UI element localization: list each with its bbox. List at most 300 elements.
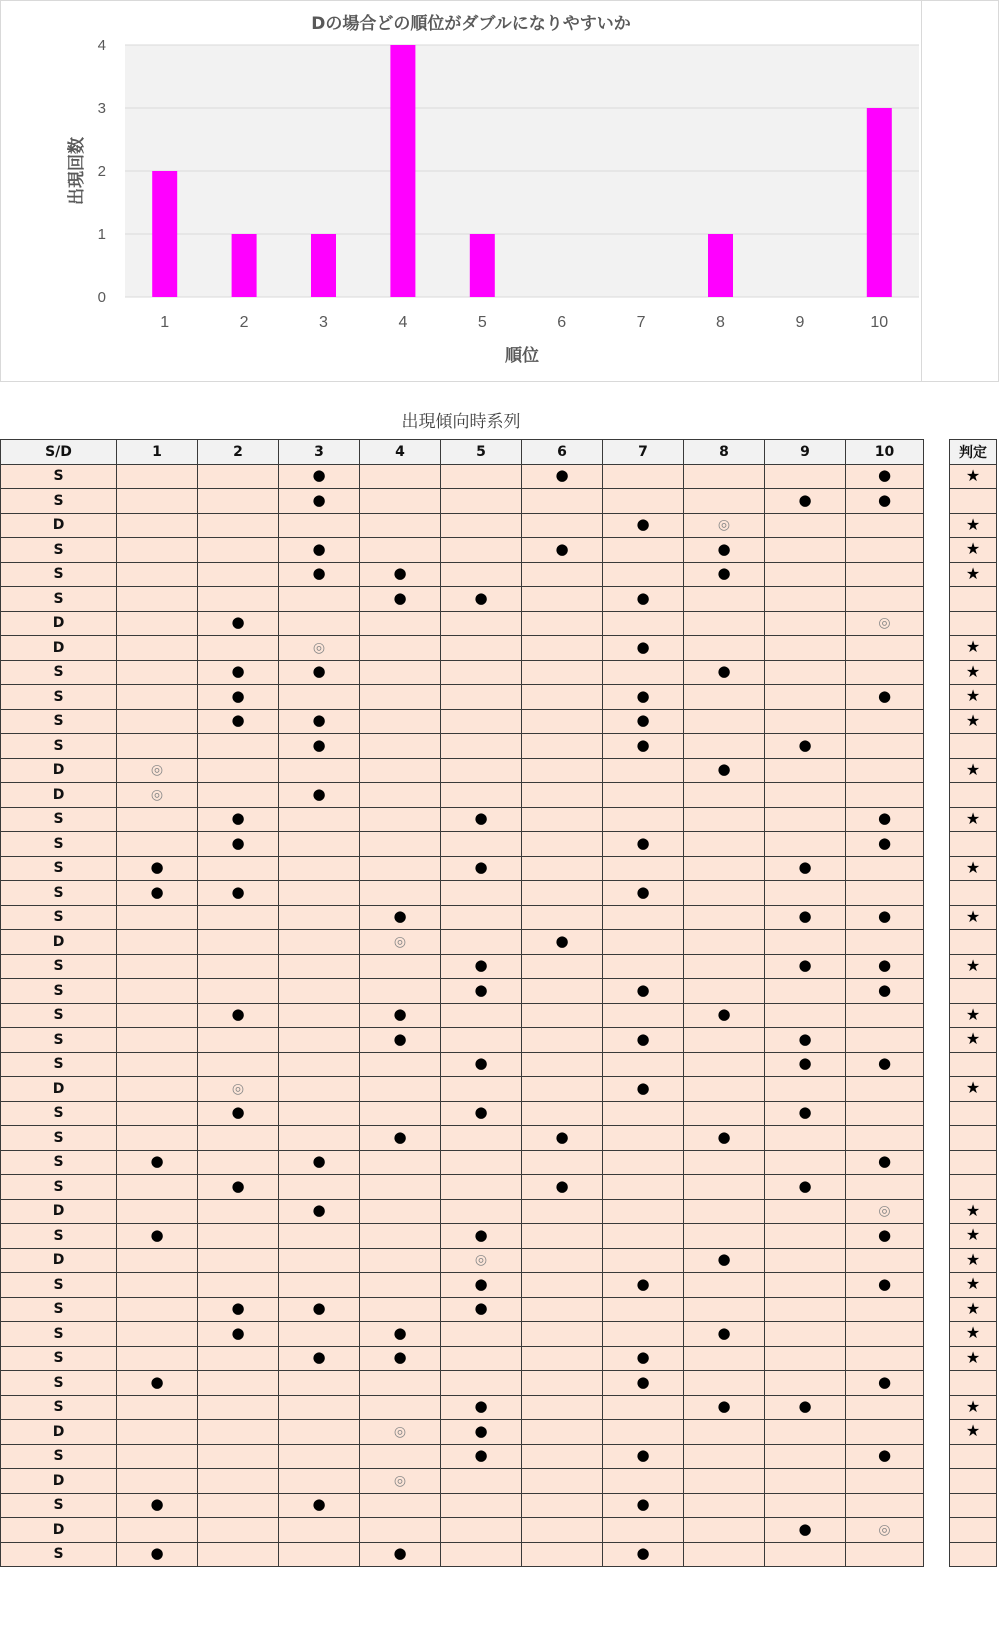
rank-cell <box>846 1150 924 1175</box>
dot-mark: ● <box>877 466 892 485</box>
rank-cell <box>441 1077 522 1102</box>
sd-cell: S <box>1 709 117 734</box>
judge-cell <box>950 1322 997 1347</box>
judge-row <box>950 1028 997 1053</box>
rank-cell <box>603 1175 684 1200</box>
rank-cell <box>684 562 765 587</box>
rank-cell <box>522 783 603 808</box>
rank-cell <box>603 1444 684 1469</box>
rank-cell <box>117 758 198 783</box>
rank-cell <box>441 1542 522 1567</box>
rank-cell <box>522 807 603 832</box>
rank-cell <box>522 832 603 857</box>
rank-cell <box>198 489 279 514</box>
judge-row <box>950 930 997 955</box>
rank-cell <box>279 1493 360 1518</box>
table-row <box>1 1248 924 1273</box>
rank-cell <box>684 807 765 832</box>
judge-cell <box>950 1003 997 1028</box>
rank-cell <box>603 489 684 514</box>
rank-cell <box>117 979 198 1004</box>
dot-mark: ● <box>231 1176 245 1195</box>
rank-cell <box>198 538 279 563</box>
x-tick-label: 10 <box>870 314 889 331</box>
rank-cell <box>279 538 360 563</box>
rank-cell <box>441 1224 522 1249</box>
rank-cell <box>441 611 522 636</box>
judge-cell <box>950 1248 997 1273</box>
judge-cell <box>950 1126 997 1151</box>
rank-cell <box>522 1150 603 1175</box>
rank-cell <box>603 881 684 906</box>
dot-mark: ● <box>798 490 812 509</box>
dot-mark: ● <box>636 1446 650 1465</box>
rank-cell <box>522 513 603 538</box>
dot-mark: ● <box>150 858 164 877</box>
rank-cell <box>846 1126 924 1151</box>
rank-cell <box>765 1077 846 1102</box>
star-mark: ★ <box>965 1029 981 1049</box>
rank-cell <box>765 1346 846 1371</box>
star-mark: ★ <box>965 955 981 975</box>
rank-cell <box>846 1248 924 1273</box>
star-mark: ★ <box>965 1396 981 1416</box>
dot-mark: ● <box>231 711 245 730</box>
dot-mark: ● <box>312 564 326 583</box>
sd-cell: S <box>1 587 117 612</box>
rank-cell <box>441 636 522 661</box>
table-row <box>1 1077 924 1102</box>
rank-cell <box>360 734 441 759</box>
rank-cell <box>360 660 441 685</box>
rank-cell <box>846 807 924 832</box>
double-mark: ◎ <box>312 639 326 656</box>
rank-cell <box>684 954 765 979</box>
rank-cell <box>765 1199 846 1224</box>
rank-cell <box>279 587 360 612</box>
rank-cell <box>198 562 279 587</box>
rank-cell <box>117 489 198 514</box>
dot-mark: ● <box>150 1495 164 1514</box>
rank-cell <box>441 1175 522 1200</box>
rank-cell <box>441 513 522 538</box>
rank-cell <box>684 1420 765 1445</box>
judge-row <box>950 464 997 489</box>
rank-cell <box>522 856 603 881</box>
rank-cell <box>846 1003 924 1028</box>
dot-mark: ● <box>636 515 650 534</box>
rank-cell <box>198 783 279 808</box>
table-row <box>1 562 924 587</box>
dot-mark: ● <box>798 735 812 754</box>
star-mark: ★ <box>965 1298 981 1318</box>
rank-cell <box>765 979 846 1004</box>
star-mark: ★ <box>965 1249 981 1269</box>
x-tick-label: 4 <box>398 314 408 331</box>
chart-frame-edge <box>922 0 999 382</box>
rank-cell <box>846 685 924 710</box>
star-mark: ★ <box>965 857 981 877</box>
rank-cell <box>360 611 441 636</box>
judge-cell <box>950 1028 997 1053</box>
table-row <box>1 1420 924 1445</box>
rank-cell <box>198 1395 279 1420</box>
sd-cell: S <box>1 1371 117 1396</box>
rank-cell <box>603 905 684 930</box>
rank-cell <box>117 930 198 955</box>
rank-cell <box>279 1126 360 1151</box>
star-mark: ★ <box>965 1200 981 1220</box>
dot-mark: ● <box>312 1495 326 1514</box>
star-mark: ★ <box>965 906 981 926</box>
rank-cell <box>684 1003 765 1028</box>
judge-row <box>950 587 997 612</box>
judge-table <box>949 439 997 1567</box>
rank-cell <box>846 1469 924 1494</box>
rank-cell <box>360 1420 441 1445</box>
rank-cell <box>765 513 846 538</box>
rank-cell <box>522 905 603 930</box>
dot-mark: ● <box>798 1054 812 1073</box>
rank-cell <box>603 660 684 685</box>
sd-cell: S <box>1 562 117 587</box>
dot-mark: ● <box>877 686 892 705</box>
sd-cell: D <box>1 1077 117 1102</box>
sd-cell: S <box>1 954 117 979</box>
dot-mark: ● <box>555 466 569 485</box>
sd-cell: D <box>1 1518 117 1543</box>
rank-cell <box>198 979 279 1004</box>
rank-cell <box>198 1175 279 1200</box>
rank-cell <box>522 1420 603 1445</box>
dot-mark: ● <box>474 956 488 975</box>
rank-cell <box>117 1150 198 1175</box>
rank-cell <box>360 1224 441 1249</box>
rank-cell <box>603 1077 684 1102</box>
dot-mark: ● <box>312 539 326 558</box>
rank-cell <box>522 611 603 636</box>
rank-cell <box>117 905 198 930</box>
y-tick-label: 2 <box>97 163 106 180</box>
rank-cell <box>279 464 360 489</box>
dot-mark: ● <box>231 1299 245 1318</box>
rank-cell <box>198 1469 279 1494</box>
rank-cell <box>765 856 846 881</box>
judge-row <box>950 1273 997 1298</box>
rank-cell <box>846 1518 924 1543</box>
rank-cell <box>117 1224 198 1249</box>
rank-cell <box>522 1126 603 1151</box>
dot-mark: ● <box>393 588 407 607</box>
table-row <box>1 881 924 906</box>
rank-cell <box>522 1248 603 1273</box>
rank-cell <box>522 734 603 759</box>
dot-mark: ● <box>636 833 650 852</box>
table-row <box>1 734 924 759</box>
y-tick-label: 4 <box>97 37 106 54</box>
rank-cell <box>279 562 360 587</box>
judge-row <box>950 1297 997 1322</box>
rank-cell <box>279 905 360 930</box>
rank-cell <box>522 930 603 955</box>
star-mark: ★ <box>965 661 981 681</box>
rank-cell <box>279 758 360 783</box>
rank-cell <box>360 930 441 955</box>
rank-cell <box>603 1493 684 1518</box>
rank-cell <box>684 1248 765 1273</box>
rank-cell <box>603 1199 684 1224</box>
rank-cell <box>522 1052 603 1077</box>
rank-cell <box>117 783 198 808</box>
rank-cell <box>765 881 846 906</box>
dot-mark: ● <box>474 1054 488 1073</box>
rank-cell <box>441 464 522 489</box>
rank-cell <box>441 1028 522 1053</box>
star-mark: ★ <box>965 1347 981 1367</box>
rank-cell <box>279 1322 360 1347</box>
rank-cell <box>603 538 684 563</box>
dot-mark: ● <box>393 907 407 926</box>
table-row <box>1 538 924 563</box>
rank-cell <box>279 1175 360 1200</box>
dot-mark: ● <box>636 735 650 754</box>
sd-cell: D <box>1 783 117 808</box>
rank-cell <box>603 1150 684 1175</box>
rank-cell <box>360 954 441 979</box>
rank-cell <box>846 783 924 808</box>
y-axis-label: 出現回数 <box>67 137 87 205</box>
rank-cell <box>684 832 765 857</box>
dot-mark: ● <box>231 1323 245 1342</box>
table-row <box>1 832 924 857</box>
judge-cell <box>950 1346 997 1371</box>
judge-row <box>950 1395 997 1420</box>
rank-cell <box>117 1395 198 1420</box>
star-mark: ★ <box>965 1323 981 1343</box>
judge-row <box>950 1199 997 1224</box>
rank-cell <box>846 489 924 514</box>
y-tick-label: 1 <box>97 226 106 243</box>
sd-cell: S <box>1 734 117 759</box>
rank-cell <box>765 905 846 930</box>
rank-cell <box>846 1199 924 1224</box>
rank-cell <box>846 1542 924 1567</box>
rank-cell <box>441 979 522 1004</box>
table-row <box>1 1126 924 1151</box>
rank-cell <box>279 1273 360 1298</box>
rank-cell <box>522 636 603 661</box>
table-row <box>1 954 924 979</box>
rank-cell <box>765 1420 846 1445</box>
judge-cell <box>950 611 997 636</box>
dot-mark: ● <box>877 1446 892 1465</box>
star-mark: ★ <box>965 563 981 583</box>
rank-cell <box>846 538 924 563</box>
dot-mark: ● <box>798 1397 812 1416</box>
rank-cell <box>360 538 441 563</box>
rank-cell <box>117 1444 198 1469</box>
dot-mark: ● <box>150 1225 164 1244</box>
double-mark: ◎ <box>878 615 891 632</box>
double-mark: ◎ <box>150 762 164 779</box>
table-row <box>1 660 924 685</box>
rank-cell <box>684 538 765 563</box>
judge-cell <box>950 1371 997 1396</box>
judge-row <box>950 979 997 1004</box>
rank-cell <box>765 538 846 563</box>
rank-cell <box>441 660 522 685</box>
rank-cell <box>846 1346 924 1371</box>
rank-cell <box>684 464 765 489</box>
rank-cell <box>360 1101 441 1126</box>
judge-cell <box>950 930 997 955</box>
rank-cell <box>279 709 360 734</box>
judge-cell <box>950 905 997 930</box>
x-tick-label: 5 <box>477 314 487 331</box>
rank-cell <box>441 1469 522 1494</box>
rank-cell <box>846 1322 924 1347</box>
rank-cell <box>117 685 198 710</box>
header-rank-5: 5 <box>441 440 522 465</box>
header-rank-7: 7 <box>603 440 684 465</box>
sd-cell: S <box>1 1297 117 1322</box>
star-mark: ★ <box>965 686 981 706</box>
judge-cell <box>950 1101 997 1126</box>
rank-cell <box>441 832 522 857</box>
dot-mark: ● <box>877 809 892 828</box>
rank-cell <box>522 979 603 1004</box>
star-mark: ★ <box>965 539 981 559</box>
judge-cell <box>950 1493 997 1518</box>
judge-cell <box>950 1077 997 1102</box>
rank-cell <box>117 709 198 734</box>
judge-cell <box>950 979 997 1004</box>
dot-mark: ● <box>312 1152 326 1171</box>
dot-mark: ● <box>877 1152 892 1171</box>
rank-cell <box>441 807 522 832</box>
judge-row <box>950 832 997 857</box>
rank-cell <box>360 636 441 661</box>
rank-cell <box>684 1028 765 1053</box>
rank-cell <box>117 807 198 832</box>
rank-cell <box>117 1518 198 1543</box>
rank-cell <box>198 1273 279 1298</box>
dot-mark: ● <box>636 1348 650 1367</box>
dot-mark: ● <box>474 809 488 828</box>
dot-mark: ● <box>231 1005 245 1024</box>
rank-cell <box>603 1322 684 1347</box>
bar-2 <box>232 234 257 297</box>
table-row <box>1 930 924 955</box>
star-mark: ★ <box>965 1421 981 1441</box>
sd-cell: S <box>1 905 117 930</box>
table-row <box>1 1199 924 1224</box>
rank-cell <box>684 1395 765 1420</box>
dot-mark: ● <box>231 1103 245 1122</box>
rank-cell <box>603 807 684 832</box>
table-row <box>1 979 924 1004</box>
rank-cell <box>198 1346 279 1371</box>
rank-cell <box>765 1150 846 1175</box>
judge-cell <box>950 538 997 563</box>
rank-cell <box>117 1346 198 1371</box>
rank-cell <box>198 1248 279 1273</box>
rank-cell <box>603 636 684 661</box>
rank-cell <box>117 832 198 857</box>
judge-cell <box>950 1150 997 1175</box>
table-row <box>1 1346 924 1371</box>
rank-cell <box>198 1444 279 1469</box>
rank-cell <box>360 807 441 832</box>
dot-mark: ● <box>555 931 569 950</box>
rank-cell <box>684 1542 765 1567</box>
rank-cell <box>846 636 924 661</box>
dot-mark: ● <box>393 1029 407 1048</box>
rank-cell <box>522 685 603 710</box>
judge-cell <box>950 954 997 979</box>
rank-cell <box>603 513 684 538</box>
rank-cell <box>846 905 924 930</box>
rank-cell <box>603 1542 684 1567</box>
rank-cell <box>441 1248 522 1273</box>
rank-cell <box>522 1028 603 1053</box>
table-row <box>1 1224 924 1249</box>
x-tick-label: 3 <box>319 314 328 331</box>
rank-cell <box>360 783 441 808</box>
rank-cell <box>765 1224 846 1249</box>
rank-cell <box>279 783 360 808</box>
rank-cell <box>684 1199 765 1224</box>
dot-mark: ● <box>636 686 650 705</box>
chart-title: Dの場合どの順位がダブルになりやすいか <box>311 14 631 34</box>
rank-cell <box>117 611 198 636</box>
rank-cell <box>279 1199 360 1224</box>
dot-mark: ● <box>312 784 326 803</box>
dot-mark: ● <box>312 1201 326 1220</box>
rank-cell <box>279 1248 360 1273</box>
x-tick-label: 9 <box>795 314 805 331</box>
rank-cell <box>117 660 198 685</box>
rank-cell <box>765 1126 846 1151</box>
judge-row <box>950 1150 997 1175</box>
sd-cell: S <box>1 1346 117 1371</box>
table-row <box>1 1028 924 1053</box>
table-row <box>1 636 924 661</box>
judge-row <box>950 1542 997 1567</box>
dot-mark: ● <box>717 564 731 583</box>
rank-cell <box>117 538 198 563</box>
rank-cell <box>441 685 522 710</box>
rank-cell <box>279 979 360 1004</box>
rank-cell <box>279 1420 360 1445</box>
judge-cell <box>950 1395 997 1420</box>
rank-cell <box>198 1224 279 1249</box>
rank-cell <box>684 1518 765 1543</box>
judge-row <box>950 611 997 636</box>
judge-cell <box>950 758 997 783</box>
bar-5 <box>470 234 495 297</box>
dot-mark: ● <box>393 564 407 583</box>
rank-cell <box>198 1101 279 1126</box>
rank-cell <box>360 1052 441 1077</box>
rank-cell <box>603 709 684 734</box>
rank-cell <box>279 1224 360 1249</box>
rank-cell <box>603 979 684 1004</box>
rank-cell <box>522 1322 603 1347</box>
judge-header: 判定 <box>950 440 997 465</box>
star-mark: ★ <box>965 465 981 485</box>
rank-cell <box>684 1322 765 1347</box>
